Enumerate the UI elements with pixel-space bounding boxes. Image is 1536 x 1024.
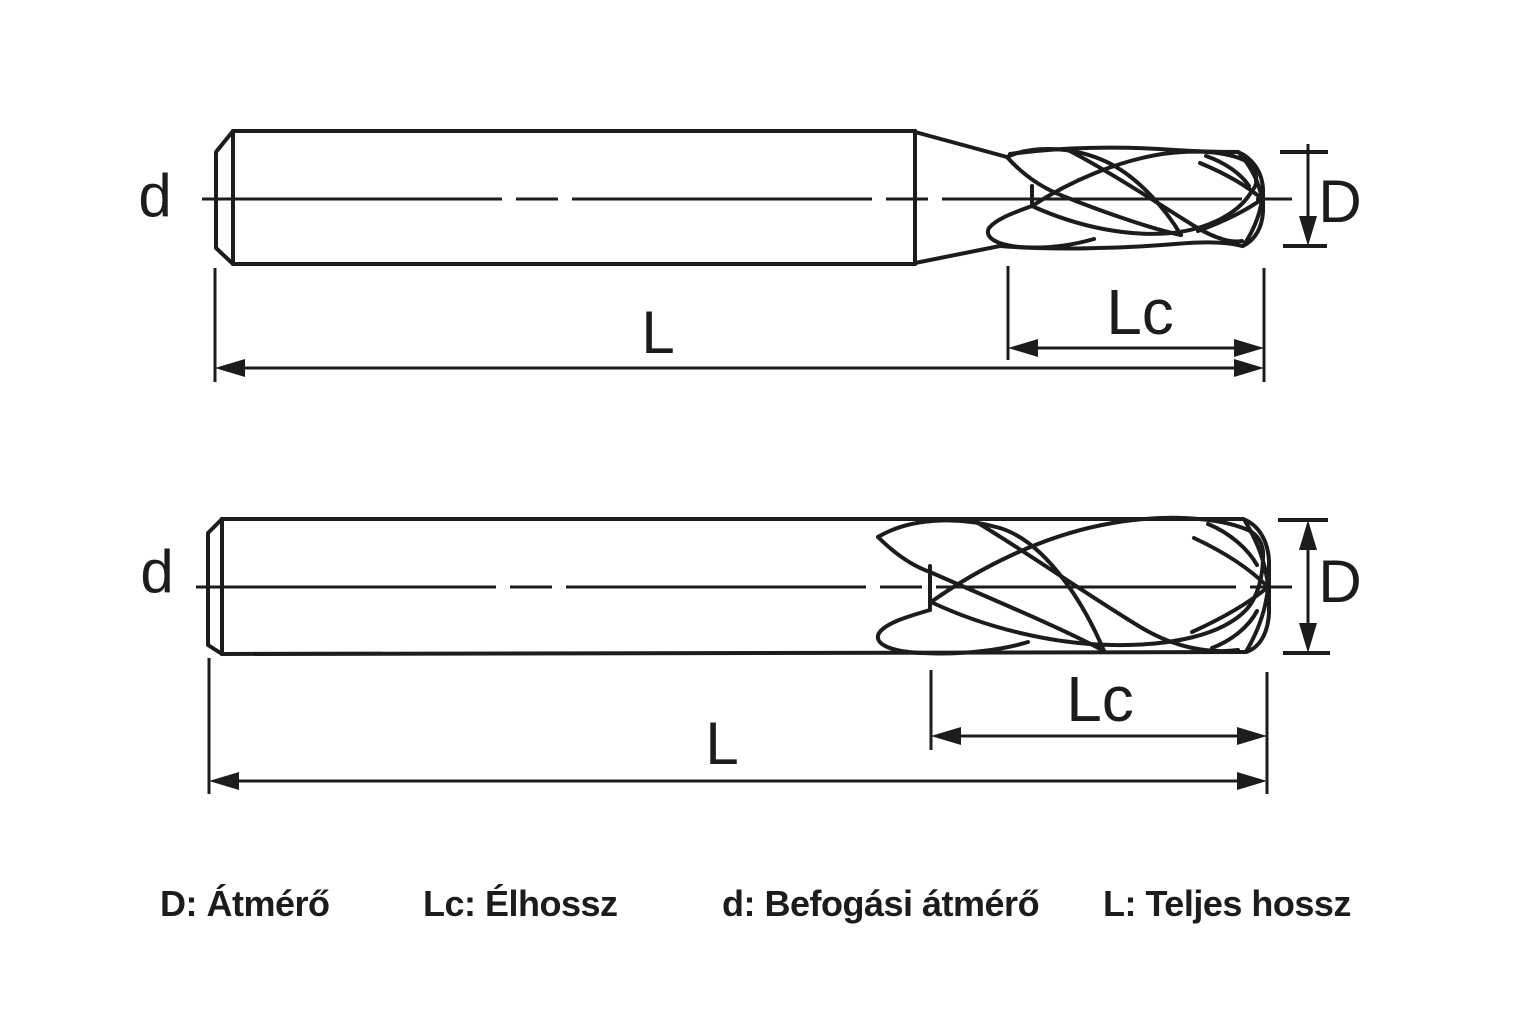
- bottom-D-arrowhead-down: [1299, 623, 1317, 653]
- legend-item-D: D: Átmérő: [160, 883, 330, 924]
- top-flute-length-label: Lc: [1106, 276, 1174, 348]
- bottom-shank-bottom-edge: [222, 652, 1246, 654]
- bottom-shank-diameter-label: d: [140, 538, 174, 605]
- top-dimension-D: [1280, 144, 1362, 246]
- bottom-dimension-Lc: [931, 663, 1267, 750]
- bottom-flute-tongue: [878, 610, 1028, 653]
- bottom-Lc-arrowhead-left: [931, 727, 961, 745]
- bottom-flute-helix-2-upper: [931, 518, 1263, 602]
- top-end-mill-drawing: [138, 131, 1361, 382]
- top-dimension-Lc: [1008, 266, 1264, 360]
- top-flute-tongue: [988, 206, 1094, 248]
- bottom-flute-length-label: Lc: [1066, 663, 1134, 735]
- top-overall-length-label: L: [641, 299, 675, 366]
- bottom-D-arrowhead-up: [1299, 520, 1317, 550]
- legend-item-L: L: Teljes hossz: [1103, 883, 1351, 924]
- bottom-L-arrowhead-left: [209, 772, 239, 790]
- bottom-flute-helix-1-lower: [878, 537, 1104, 651]
- bottom-cutting-diameter-label: D: [1318, 548, 1362, 615]
- top-L-arrowhead-right: [1234, 359, 1264, 377]
- top-shank-diameter-label: d: [138, 162, 172, 229]
- bottom-end-mill-drawing: [140, 518, 1361, 794]
- top-Lc-arrowhead-right: [1234, 339, 1264, 357]
- legend: [160, 883, 1351, 924]
- legend-item-Lc: Lc: Élhossz: [423, 883, 618, 924]
- top-Lc-arrowhead-left: [1008, 339, 1038, 357]
- bottom-L-arrowhead-right: [1237, 772, 1267, 790]
- bottom-Lc-arrowhead-right: [1237, 727, 1267, 745]
- top-cutting-diameter-label: D: [1318, 168, 1362, 235]
- top-neck-taper-top: [915, 132, 1007, 157]
- top-D-arrowhead-down: [1299, 216, 1317, 246]
- bottom-overall-length-label: L: [705, 710, 739, 777]
- top-neck-taper-bottom: [915, 246, 1000, 263]
- top-L-arrowhead-left: [215, 359, 245, 377]
- legend-item-d: d: Befogási átmérő: [722, 883, 1040, 924]
